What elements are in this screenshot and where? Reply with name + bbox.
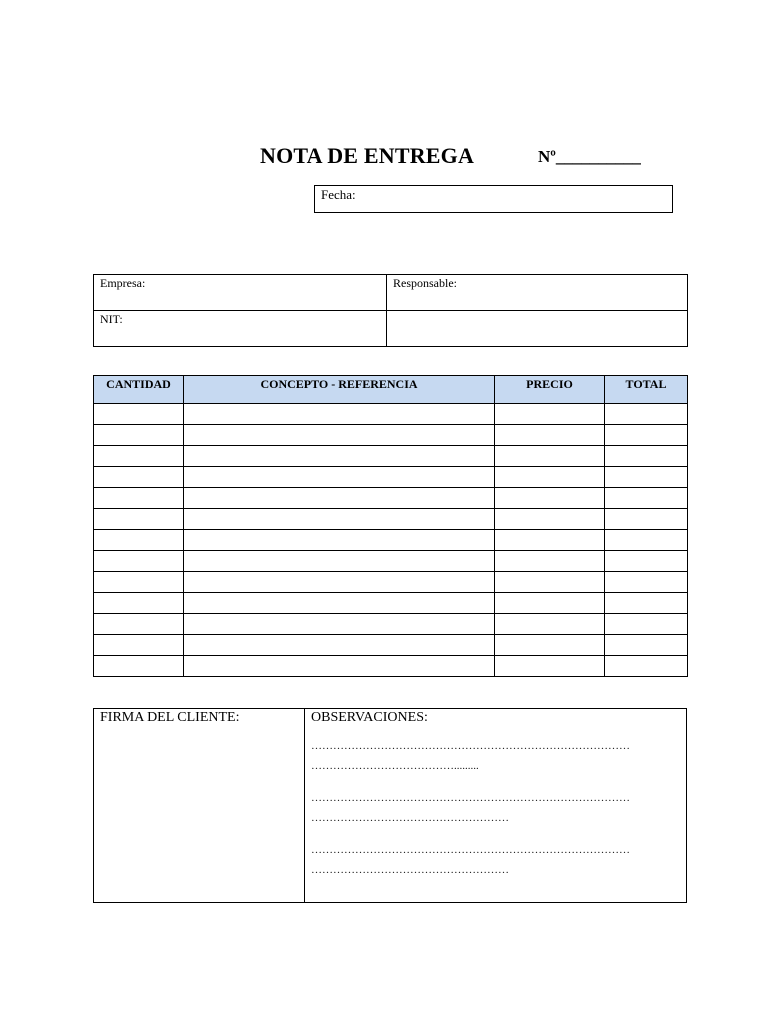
cantidad-cell[interactable]	[94, 593, 184, 614]
empresa-label: Empresa:	[100, 276, 146, 290]
cantidad-cell[interactable]	[94, 446, 184, 467]
total-cell[interactable]	[605, 614, 688, 635]
dotted-line: ……………………………………………………………………………	[311, 740, 630, 752]
total-cell[interactable]	[605, 425, 688, 446]
responsable-label: Responsable:	[393, 276, 457, 290]
concepto-cell[interactable]	[184, 446, 495, 467]
precio-cell[interactable]	[495, 530, 605, 551]
total-cell[interactable]	[605, 656, 688, 677]
cantidad-cell[interactable]	[94, 572, 184, 593]
empresa-field[interactable]	[94, 275, 387, 311]
observaciones-lines-group-2	[311, 788, 680, 828]
total-cell[interactable]	[605, 404, 688, 425]
table-row	[94, 551, 688, 572]
observaciones-field[interactable]	[305, 709, 687, 903]
precio-cell[interactable]	[495, 635, 605, 656]
concepto-cell[interactable]	[184, 551, 495, 572]
concepto-cell[interactable]	[184, 635, 495, 656]
dotted-line: ……………………………………………………………………………	[311, 844, 630, 856]
concepto-cell[interactable]	[184, 530, 495, 551]
precio-cell[interactable]	[495, 551, 605, 572]
total-cell[interactable]	[605, 551, 688, 572]
precio-cell[interactable]	[495, 593, 605, 614]
dotted-line: ………………………………………………	[311, 864, 509, 876]
dotted-line: ………………………………….........	[311, 760, 479, 772]
cantidad-cell[interactable]	[94, 425, 184, 446]
precio-cell[interactable]	[495, 467, 605, 488]
total-cell[interactable]	[605, 635, 688, 656]
table-row	[94, 530, 688, 551]
items-table-body	[94, 404, 688, 677]
company-info-table	[93, 274, 688, 347]
column-header-total: TOTAL	[605, 376, 688, 404]
total-cell[interactable]	[605, 530, 688, 551]
table-row	[94, 614, 688, 635]
observaciones-lines-group-3	[311, 840, 680, 880]
concepto-cell[interactable]	[184, 572, 495, 593]
table-row	[94, 509, 688, 530]
concepto-cell[interactable]	[184, 509, 495, 530]
precio-cell[interactable]	[495, 488, 605, 509]
precio-cell[interactable]	[495, 656, 605, 677]
signature-table	[93, 708, 687, 903]
total-cell[interactable]	[605, 488, 688, 509]
table-row	[94, 404, 688, 425]
table-row	[94, 446, 688, 467]
observaciones-label: OBSERVACIONES:	[311, 710, 428, 725]
table-row	[94, 656, 688, 677]
date-label: Fecha:	[321, 187, 356, 202]
cantidad-cell[interactable]	[94, 404, 184, 425]
total-cell[interactable]	[605, 572, 688, 593]
total-cell[interactable]	[605, 467, 688, 488]
cantidad-cell[interactable]	[94, 488, 184, 509]
concepto-cell[interactable]	[184, 593, 495, 614]
items-table	[93, 375, 688, 677]
table-row	[94, 488, 688, 509]
precio-cell[interactable]	[495, 404, 605, 425]
firma-field[interactable]	[94, 709, 305, 903]
cantidad-cell[interactable]	[94, 635, 184, 656]
concepto-cell[interactable]	[184, 488, 495, 509]
table-row	[94, 425, 688, 446]
concepto-cell[interactable]	[184, 404, 495, 425]
precio-cell[interactable]	[495, 572, 605, 593]
responsable-field[interactable]	[387, 275, 688, 311]
concepto-cell[interactable]	[184, 656, 495, 677]
table-row	[94, 467, 688, 488]
table-row	[94, 572, 688, 593]
column-header-precio: PRECIO	[495, 376, 605, 404]
cantidad-cell[interactable]	[94, 656, 184, 677]
document-number-field[interactable]: Nº__________	[538, 147, 641, 166]
table-row	[94, 635, 688, 656]
concepto-cell[interactable]	[184, 425, 495, 446]
blank-field[interactable]	[387, 311, 688, 347]
total-cell[interactable]	[605, 593, 688, 614]
total-cell[interactable]	[605, 446, 688, 467]
nit-field[interactable]	[94, 311, 387, 347]
dotted-line: ……………………………………………………………………………	[311, 792, 630, 804]
document-title: NOTA DE ENTREGA	[260, 143, 475, 168]
nit-label: NIT:	[100, 312, 123, 326]
concepto-cell[interactable]	[184, 614, 495, 635]
cantidad-cell[interactable]	[94, 614, 184, 635]
cantidad-cell[interactable]	[94, 551, 184, 572]
column-header-cantidad: CANTIDAD	[94, 376, 184, 404]
precio-cell[interactable]	[495, 614, 605, 635]
precio-cell[interactable]	[495, 509, 605, 530]
cantidad-cell[interactable]	[94, 467, 184, 488]
date-field[interactable]	[314, 185, 673, 213]
cantidad-cell[interactable]	[94, 530, 184, 551]
observaciones-lines-group-1	[311, 736, 680, 776]
cantidad-cell[interactable]	[94, 509, 184, 530]
precio-cell[interactable]	[495, 425, 605, 446]
firma-label: FIRMA DEL CLIENTE:	[100, 710, 240, 725]
precio-cell[interactable]	[495, 446, 605, 467]
table-row	[94, 593, 688, 614]
total-cell[interactable]	[605, 509, 688, 530]
concepto-cell[interactable]	[184, 467, 495, 488]
column-header-concepto: CONCEPTO - REFERENCIA	[184, 376, 495, 404]
dotted-line: ………………………………………………	[311, 812, 509, 824]
